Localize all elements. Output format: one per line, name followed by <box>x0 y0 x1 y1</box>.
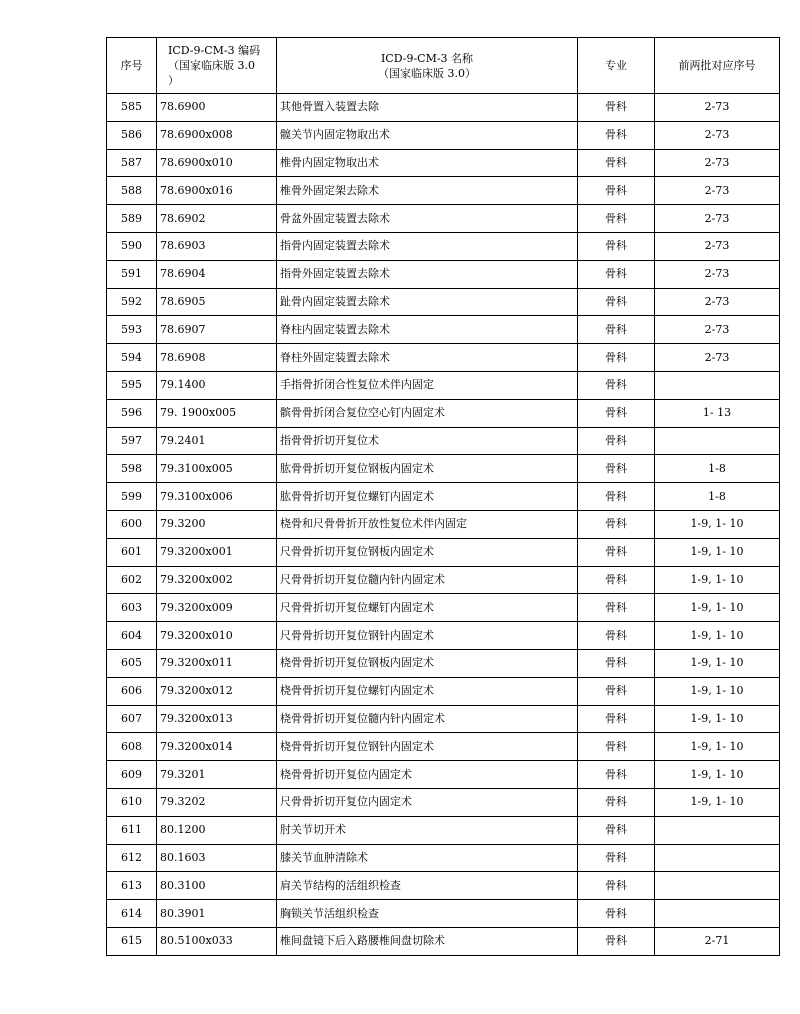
table-row <box>107 232 780 260</box>
cell-no: 615 <box>107 927 157 955</box>
cell-name: 肘关节切开术 <box>277 816 578 844</box>
cell-code: 79.3200x001 <box>157 538 277 566</box>
table-row <box>107 594 780 622</box>
table-row <box>107 761 780 789</box>
cell-code: 78.6907 <box>157 316 277 344</box>
cell-code: 78.6900x008 <box>157 121 277 149</box>
cell-name: 椎骨内固定物取出术 <box>277 149 578 177</box>
header-prev-no: 前两批对应序号 <box>655 38 780 94</box>
cell-name: 指骨内固定装置去除术 <box>277 232 578 260</box>
table-row <box>107 399 780 427</box>
table-body <box>107 94 780 956</box>
header-code-line1: ICD-9-CM-3 编码 <box>168 44 261 57</box>
table-row <box>107 344 780 372</box>
table-row <box>107 872 780 900</box>
cell-no: 614 <box>107 900 157 928</box>
cell-prev-no: 1-8 <box>655 483 780 511</box>
cell-name: 膝关节血肿清除术 <box>277 844 578 872</box>
cell-code: 79.3200x011 <box>157 649 277 677</box>
cell-specialty: 骨科 <box>578 177 655 205</box>
cell-specialty: 骨科 <box>578 900 655 928</box>
cell-prev-no: 2-71 <box>655 927 780 955</box>
cell-specialty: 骨科 <box>578 538 655 566</box>
cell-specialty: 骨科 <box>578 288 655 316</box>
cell-no: 599 <box>107 483 157 511</box>
cell-code: 78.6908 <box>157 344 277 372</box>
cell-no: 610 <box>107 788 157 816</box>
cell-name: 尺骨骨折切开复位钢板内固定术 <box>277 538 578 566</box>
cell-code: 79.3200x010 <box>157 622 277 650</box>
cell-no: 589 <box>107 205 157 233</box>
cell-prev-no: 2-73 <box>655 121 780 149</box>
table-row <box>107 205 780 233</box>
cell-code: 79.3100x005 <box>157 455 277 483</box>
cell-name: 尺骨骨折切开复位螺钉内固定术 <box>277 594 578 622</box>
cell-code: 78.6903 <box>157 232 277 260</box>
cell-prev-no: 1-9, 1- 10 <box>655 733 780 761</box>
cell-specialty: 骨科 <box>578 872 655 900</box>
cell-code: 79. 1900x005 <box>157 399 277 427</box>
cell-name: 桡骨骨折切开复位髓内针内固定术 <box>277 705 578 733</box>
cell-name: 手指骨折闭合性复位术伴内固定 <box>277 371 578 399</box>
cell-code: 78.6900x010 <box>157 149 277 177</box>
cell-specialty: 骨科 <box>578 927 655 955</box>
cell-name: 指骨骨折切开复位术 <box>277 427 578 455</box>
table-row <box>107 622 780 650</box>
cell-code: 79.3200x013 <box>157 705 277 733</box>
cell-specialty: 骨科 <box>578 844 655 872</box>
cell-name: 肱骨骨折切开复位钢板内固定术 <box>277 455 578 483</box>
cell-code: 79.3200x002 <box>157 566 277 594</box>
cell-code: 79.3200x012 <box>157 677 277 705</box>
cell-prev-no <box>655 900 780 928</box>
cell-prev-no: 1-9, 1- 10 <box>655 622 780 650</box>
cell-code: 79.3200x009 <box>157 594 277 622</box>
cell-code: 80.1200 <box>157 816 277 844</box>
cell-name: 椎骨外固定架去除术 <box>277 177 578 205</box>
cell-code: 80.1603 <box>157 844 277 872</box>
cell-no: 598 <box>107 455 157 483</box>
cell-prev-no: 1-9, 1- 10 <box>655 761 780 789</box>
cell-prev-no <box>655 427 780 455</box>
cell-specialty: 骨科 <box>578 344 655 372</box>
cell-name: 尺骨骨折切开复位髓内针内固定术 <box>277 566 578 594</box>
table-row <box>107 733 780 761</box>
cell-specialty: 骨科 <box>578 566 655 594</box>
cell-code: 78.6900x016 <box>157 177 277 205</box>
header-no: 序号 <box>107 38 157 94</box>
cell-no: 601 <box>107 538 157 566</box>
cell-name: 肱骨骨折切开复位螺钉内固定术 <box>277 483 578 511</box>
cell-prev-no: 2-73 <box>655 94 780 122</box>
table-row <box>107 288 780 316</box>
table-row <box>107 483 780 511</box>
cell-no: 594 <box>107 344 157 372</box>
cell-name: 桡骨骨折切开复位钢板内固定术 <box>277 649 578 677</box>
cell-specialty: 骨科 <box>578 455 655 483</box>
cell-name: 桡骨骨折切开复位内固定术 <box>277 761 578 789</box>
cell-name: 肩关节结构的活组织检查 <box>277 872 578 900</box>
cell-name: 桡骨和尺骨骨折开放性复位术伴内固定 <box>277 510 578 538</box>
table-row <box>107 927 780 955</box>
cell-code: 79.3200 <box>157 510 277 538</box>
cell-specialty: 骨科 <box>578 149 655 177</box>
cell-specialty: 骨科 <box>578 816 655 844</box>
cell-name: 髌骨骨折闭合复位空心钉内固定术 <box>277 399 578 427</box>
cell-prev-no <box>655 371 780 399</box>
cell-code: 80.3901 <box>157 900 277 928</box>
cell-prev-no: 2-73 <box>655 177 780 205</box>
cell-no: 585 <box>107 94 157 122</box>
table-row <box>107 705 780 733</box>
table-row <box>107 900 780 928</box>
cell-name: 椎间盘镜下后入路腰椎间盘切除术 <box>277 927 578 955</box>
cell-prev-no: 2-73 <box>655 232 780 260</box>
table-row <box>107 94 780 122</box>
header-row <box>107 38 780 94</box>
table-row <box>107 538 780 566</box>
cell-no: 597 <box>107 427 157 455</box>
cell-specialty: 骨科 <box>578 399 655 427</box>
cell-no: 592 <box>107 288 157 316</box>
cell-name: 尺骨骨折切开复位内固定术 <box>277 788 578 816</box>
cell-no: 596 <box>107 399 157 427</box>
cell-prev-no: 1-9, 1- 10 <box>655 510 780 538</box>
cell-code: 78.6905 <box>157 288 277 316</box>
table-row <box>107 177 780 205</box>
cell-prev-no: 1-9, 1- 10 <box>655 538 780 566</box>
cell-no: 605 <box>107 649 157 677</box>
header-code <box>157 38 277 94</box>
cell-name: 胸锁关节活组织检查 <box>277 900 578 928</box>
cell-no: 609 <box>107 761 157 789</box>
cell-name: 其他骨置入装置去除 <box>277 94 578 122</box>
cell-name: 骨盆外固定装置去除术 <box>277 205 578 233</box>
cell-prev-no: 1- 13 <box>655 399 780 427</box>
header-name-line1: ICD-9-CM-3 名称 <box>380 51 474 65</box>
cell-name: 尺骨骨折切开复位钢针内固定术 <box>277 622 578 650</box>
cell-specialty: 骨科 <box>578 788 655 816</box>
table-row <box>107 649 780 677</box>
cell-no: 586 <box>107 121 157 149</box>
table-row <box>107 455 780 483</box>
cell-name: 桡骨骨折切开复位钢针内固定术 <box>277 733 578 761</box>
cell-specialty: 骨科 <box>578 483 655 511</box>
table-row <box>107 371 780 399</box>
cell-prev-no: 2-73 <box>655 288 780 316</box>
cell-specialty: 骨科 <box>578 510 655 538</box>
header-specialty: 专业 <box>578 38 655 94</box>
cell-code: 79.2401 <box>157 427 277 455</box>
cell-specialty: 骨科 <box>578 94 655 122</box>
cell-no: 595 <box>107 371 157 399</box>
table-row <box>107 510 780 538</box>
cell-prev-no: 1-9, 1- 10 <box>655 788 780 816</box>
cell-no: 593 <box>107 316 157 344</box>
cell-code: 78.6904 <box>157 260 277 288</box>
cell-code: 79.1400 <box>157 371 277 399</box>
cell-no: 590 <box>107 232 157 260</box>
cell-specialty: 骨科 <box>578 677 655 705</box>
cell-no: 606 <box>107 677 157 705</box>
cell-prev-no: 2-73 <box>655 316 780 344</box>
table-header <box>107 38 780 94</box>
cell-name: 脊柱内固定装置去除术 <box>277 316 578 344</box>
cell-prev-no: 1-9, 1- 10 <box>655 649 780 677</box>
cell-code: 79.3100x006 <box>157 483 277 511</box>
cell-specialty: 骨科 <box>578 371 655 399</box>
cell-name: 桡骨骨折切开复位螺钉内固定术 <box>277 677 578 705</box>
cell-no: 607 <box>107 705 157 733</box>
cell-no: 612 <box>107 844 157 872</box>
cell-prev-no: 1-8 <box>655 455 780 483</box>
cell-name: 指骨外固定装置去除术 <box>277 260 578 288</box>
cell-prev-no: 2-73 <box>655 149 780 177</box>
cell-prev-no: 1-9, 1- 10 <box>655 705 780 733</box>
cell-no: 587 <box>107 149 157 177</box>
cell-specialty: 骨科 <box>578 594 655 622</box>
cell-code: 78.6900 <box>157 94 277 122</box>
cell-no: 611 <box>107 816 157 844</box>
cell-specialty: 骨科 <box>578 733 655 761</box>
cell-specialty: 骨科 <box>578 205 655 233</box>
cell-code: 79.3202 <box>157 788 277 816</box>
cell-prev-no: 2-73 <box>655 205 780 233</box>
table-row <box>107 316 780 344</box>
table-row <box>107 844 780 872</box>
cell-specialty: 骨科 <box>578 121 655 149</box>
table-row <box>107 788 780 816</box>
cell-code: 79.3200x014 <box>157 733 277 761</box>
cell-no: 604 <box>107 622 157 650</box>
cell-no: 608 <box>107 733 157 761</box>
cell-specialty: 骨科 <box>578 649 655 677</box>
cell-no: 600 <box>107 510 157 538</box>
cell-prev-no: 1-9, 1- 10 <box>655 594 780 622</box>
cell-code: 79.3201 <box>157 761 277 789</box>
table-row <box>107 260 780 288</box>
cell-no: 602 <box>107 566 157 594</box>
cell-specialty: 骨科 <box>578 622 655 650</box>
cell-specialty: 骨科 <box>578 705 655 733</box>
procedure-table <box>106 37 780 956</box>
table-row <box>107 121 780 149</box>
header-name <box>277 38 578 94</box>
cell-specialty: 骨科 <box>578 761 655 789</box>
table-row <box>107 427 780 455</box>
header-name-line2: （国家临床版 3.0） <box>378 66 476 80</box>
table-row <box>107 566 780 594</box>
cell-no: 603 <box>107 594 157 622</box>
cell-prev-no <box>655 844 780 872</box>
cell-prev-no <box>655 816 780 844</box>
table-row <box>107 677 780 705</box>
cell-specialty: 骨科 <box>578 316 655 344</box>
cell-no: 591 <box>107 260 157 288</box>
cell-code: 78.6902 <box>157 205 277 233</box>
cell-code: 80.3100 <box>157 872 277 900</box>
cell-code: 80.5100x033 <box>157 927 277 955</box>
header-code-line3: ） <box>168 74 179 87</box>
cell-prev-no: 1-9, 1- 10 <box>655 566 780 594</box>
cell-specialty: 骨科 <box>578 427 655 455</box>
cell-name: 髋关节内固定物取出术 <box>277 121 578 149</box>
cell-prev-no: 1-9, 1- 10 <box>655 677 780 705</box>
cell-no: 613 <box>107 872 157 900</box>
cell-no: 588 <box>107 177 157 205</box>
cell-name: 脊柱外固定装置去除术 <box>277 344 578 372</box>
cell-prev-no: 2-73 <box>655 344 780 372</box>
table-row <box>107 149 780 177</box>
header-code-line2: （国家临床版 3.0 <box>168 59 255 72</box>
cell-specialty: 骨科 <box>578 232 655 260</box>
cell-prev-no <box>655 872 780 900</box>
cell-prev-no: 2-73 <box>655 260 780 288</box>
table-row <box>107 816 780 844</box>
cell-specialty: 骨科 <box>578 260 655 288</box>
cell-name: 趾骨内固定装置去除术 <box>277 288 578 316</box>
